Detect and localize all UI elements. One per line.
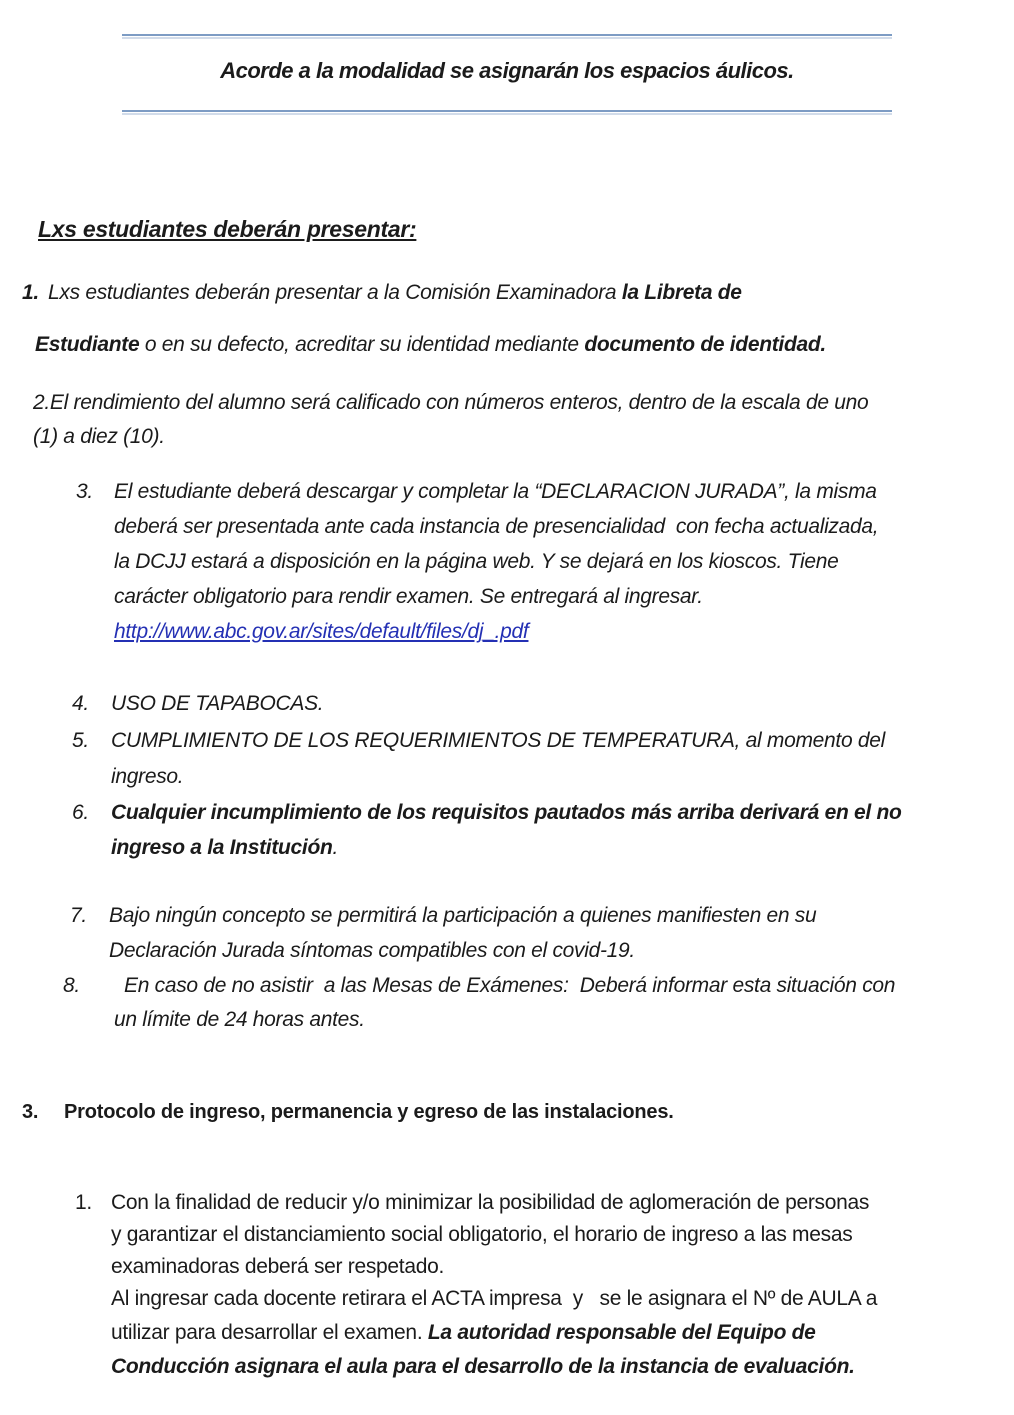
banner-bottom-rule bbox=[122, 110, 892, 112]
item3-line1: El estudiante deberá descargar y completar la “DECLARACION JURADA”, la misma bbox=[114, 480, 877, 503]
protocol-item1-line2: y garantizar el distanciamiento social obligatorio, el horario de ingreso a las mesas bbox=[111, 1223, 853, 1246]
item4-text: USO DE TAPABOCAS. bbox=[111, 692, 324, 715]
item1-number: 1. bbox=[22, 281, 39, 304]
item6-line2-bold: ingreso a la Institución bbox=[111, 836, 333, 859]
banner-text: Acorde a la modalidad se asignarán los espacios áulicos. bbox=[220, 58, 794, 83]
item3-number: 3. bbox=[76, 480, 93, 503]
item1-line2-normal: o en su defecto, acreditar su identidad mediante bbox=[139, 333, 585, 356]
protocol-section-heading: Protocolo de ingreso, permanencia y egreso de las instalaciones. bbox=[64, 1101, 674, 1123]
item7-number: 7. bbox=[70, 904, 87, 927]
protocol-item1-line5-normal: utilizar para desarrollar el examen. bbox=[111, 1321, 428, 1344]
item7-line2: Declaración Jurada síntomas compatibles con el covid-19. bbox=[109, 939, 635, 962]
item2-line1: 2.El rendimiento del alumno será calificado con números enteros, dentro de la escala de uno bbox=[33, 391, 869, 414]
banner-top-rule bbox=[122, 34, 892, 36]
item1-line1-normal: Lxs estudiantes deberán presentar a la Comisión Examinadora bbox=[48, 281, 622, 304]
item1-line2 bbox=[35, 333, 826, 357]
protocol-item1-number: 1. bbox=[75, 1191, 92, 1214]
declaracion-jurada-link[interactable]: http://www.abc.gov.ar/sites/default/files/dj_.pdf bbox=[114, 620, 529, 643]
item2-line2: (1) a diez (10). bbox=[33, 425, 165, 448]
item7-line1: Bajo ningún concepto se permitirá la participación a quienes manifiesten en su bbox=[109, 904, 817, 927]
students-section-heading: Lxs estudiantes deberán presentar: bbox=[38, 216, 417, 242]
item8-number: 8. bbox=[63, 974, 80, 997]
item5-line2: ingreso. bbox=[111, 765, 184, 788]
item8-line1: En caso de no asistir a las Mesas de Exámenes: Deberá informar esta situación con bbox=[124, 974, 896, 997]
item3-line4: carácter obligatorio para rendir examen. Se entregará al ingresar. bbox=[114, 585, 703, 608]
protocol-item1-line4: Al ingresar cada docente retirara el ACTA impresa y se le asignara el Nº de AULA a bbox=[111, 1287, 878, 1310]
protocol-item1-line1: Con la finalidad de reducir y/o minimizar la posibilidad de aglomeración de personas bbox=[111, 1191, 870, 1214]
item1-line2-bold1: Estudiante bbox=[35, 333, 140, 356]
protocol-item1-line5-bold: La autoridad responsable del Equipo de bbox=[427, 1321, 816, 1344]
protocol-item1-line5 bbox=[111, 1321, 816, 1345]
item5-line1: CUMPLIMIENTO DE LOS REQUERIMIENTOS DE TEMPERATURA, al momento del bbox=[111, 729, 885, 752]
item8-line2: un límite de 24 horas antes. bbox=[114, 1008, 365, 1031]
item1-line1 bbox=[48, 281, 742, 305]
protocol-item1-line3: examinadoras deberá ser respetado. bbox=[111, 1255, 445, 1278]
item1-line2-bold2: documento de identidad. bbox=[584, 333, 826, 356]
item3-line3: la DCJJ estará a disposición en la página web. Y se dejará en los kioscos. Tiene bbox=[114, 550, 839, 573]
item4-number: 4. bbox=[72, 692, 89, 715]
item5-number: 5. bbox=[72, 729, 89, 752]
item6-line2 bbox=[111, 836, 338, 860]
item1-line1-bold: la Libreta de bbox=[621, 281, 742, 304]
item6-number: 6. bbox=[72, 801, 89, 824]
protocol-section-number: 3. bbox=[22, 1101, 39, 1123]
item6-line1: Cualquier incumplimiento de los requisitos pautados más arriba derivará en el no bbox=[111, 801, 902, 824]
item6-line2-tail: . bbox=[332, 836, 339, 859]
item3-line2: deberá ser presentada ante cada instancia de presencialidad con fecha actualizada, bbox=[114, 515, 879, 538]
protocol-item1-line6: Conducción asignara el aula para el desarrollo de la instancia de evaluación. bbox=[111, 1355, 855, 1378]
